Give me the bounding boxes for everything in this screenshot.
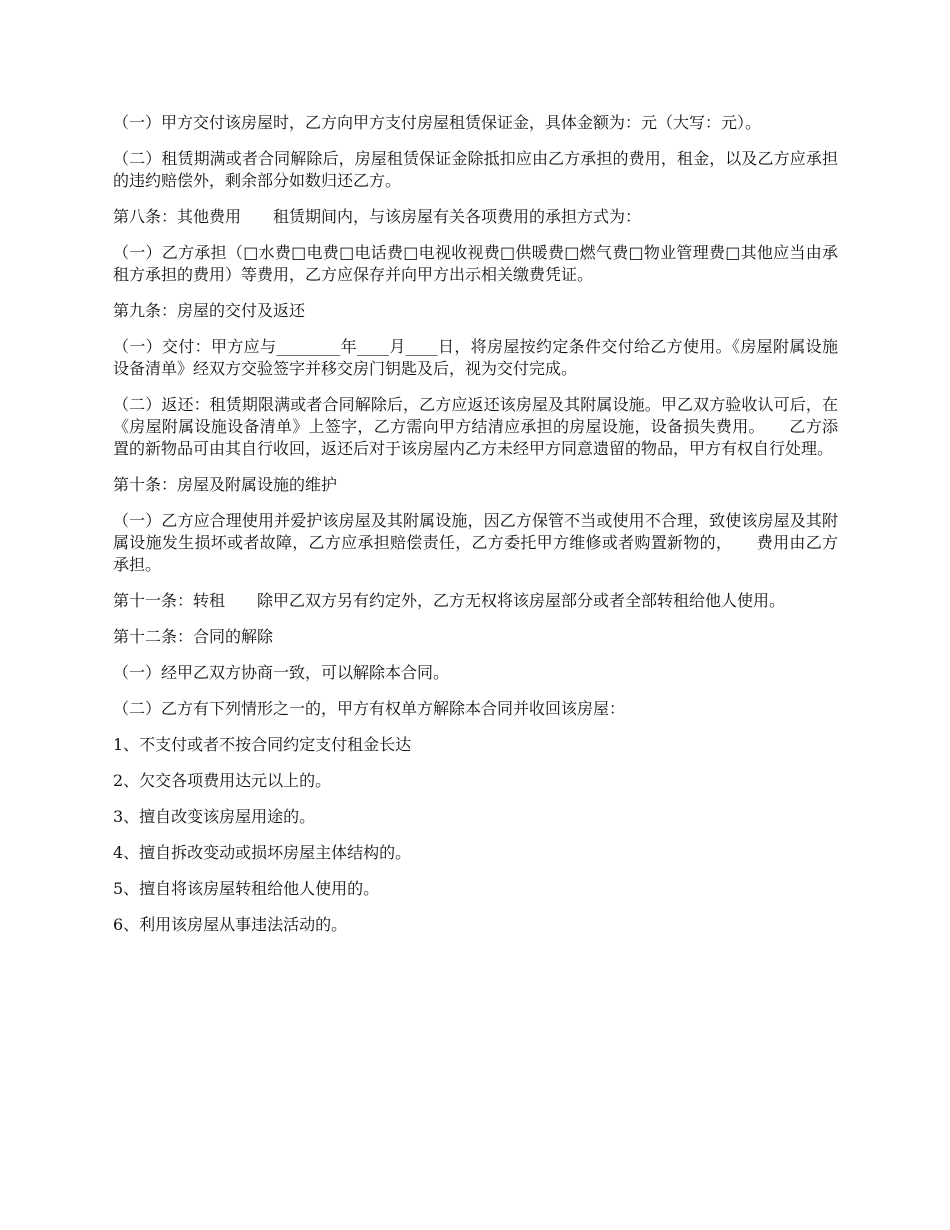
paragraph-article-11-sublet: 第十一条：转租 除甲乙双方另有约定外，乙方无权将该房屋部分或者全部转租给他人使用。 (113, 591, 786, 610)
paragraph-tenant-fees: （一）乙方承担（□水费□电费□电话费□电视收视费□供暖费□燃气费□物业管理费□其他应当由承租方承担的费用）等费用，乙方应保存并向甲方出示相关缴费凭证。 (113, 243, 838, 284)
paragraph-article-8-heading: 第八条：其他费用 租赁期间内，与该房屋有关各项费用的承担方式为： (113, 207, 642, 226)
paragraph-maintenance: （一）乙方应合理使用并爱护该房屋及其附属设施，因乙方保管不当或使用不合理，致使该房屋及其附属设施发生损坏或者故障，乙方应承担赔偿责任，乙方委托甲方维修或者购置新物的， 费用由乙方承担。 (113, 511, 838, 574)
list-item-2: 2、欠交各项费用达元以上的。 (113, 771, 332, 790)
paragraph-return: （二）返还：租赁期限满或者合同解除后，乙方应返还该房屋及其附属设施。甲乙双方验收认可后，在《房屋附属设施设备清单》上签字，乙方需向甲方结清应承担的房屋设施，设备损失费用。 乙方添置的新物品可由其自行收回，返还后对于该房屋内乙方未经甲方同意遗留的物品，甲方有权自行处理。 (113, 395, 838, 458)
paragraph-article-12-heading: 第十二条：合同的解除 (113, 627, 274, 646)
list-item-5: 5、擅自将该房屋转租给他人使用的。 (113, 879, 380, 898)
list-item-4: 4、擅自拆改变动或损坏房屋主体结构的。 (113, 843, 412, 862)
paragraph-article-9-heading: 第九条：房屋的交付及返还 (113, 301, 306, 320)
paragraph-deposit-amount: （一）甲方交付该房屋时，乙方向甲方支付房屋租赁保证金，具体金额为：元（大写：元）。 (113, 113, 762, 132)
list-item-1: 1、不支付或者不按合同约定支付租金长达 (113, 735, 412, 754)
paragraph-unilateral-termination: （二）乙方有下列情形之一的，甲方有权单方解除本合同并收回该房屋： (113, 699, 626, 718)
list-item-3: 3、擅自改变该房屋用途的。 (113, 807, 316, 826)
paragraph-mutual-termination: （一）经甲乙双方协商一致，可以解除本合同。 (113, 663, 450, 682)
paragraph-handover: （一）交付：甲方应与________年____月____日，将房屋按约定条件交付给乙方使用。《房屋附属设施设备清单》经双方交验签字并移交房门钥匙及后，视为交付完成。 (113, 337, 838, 378)
list-item-6: 6、利用该房屋从事违法活动的。 (113, 915, 348, 934)
paragraph-deposit-refund: （二）租赁期满或者合同解除后，房屋租赁保证金除抵扣应由乙方承担的费用，租金，以及乙方应承担的违约赔偿外，剩余部分如数归还乙方。 (113, 149, 838, 190)
paragraph-article-10-heading: 第十条：房屋及附属设施的维护 (113, 475, 338, 494)
document-body (113, 112, 838, 950)
